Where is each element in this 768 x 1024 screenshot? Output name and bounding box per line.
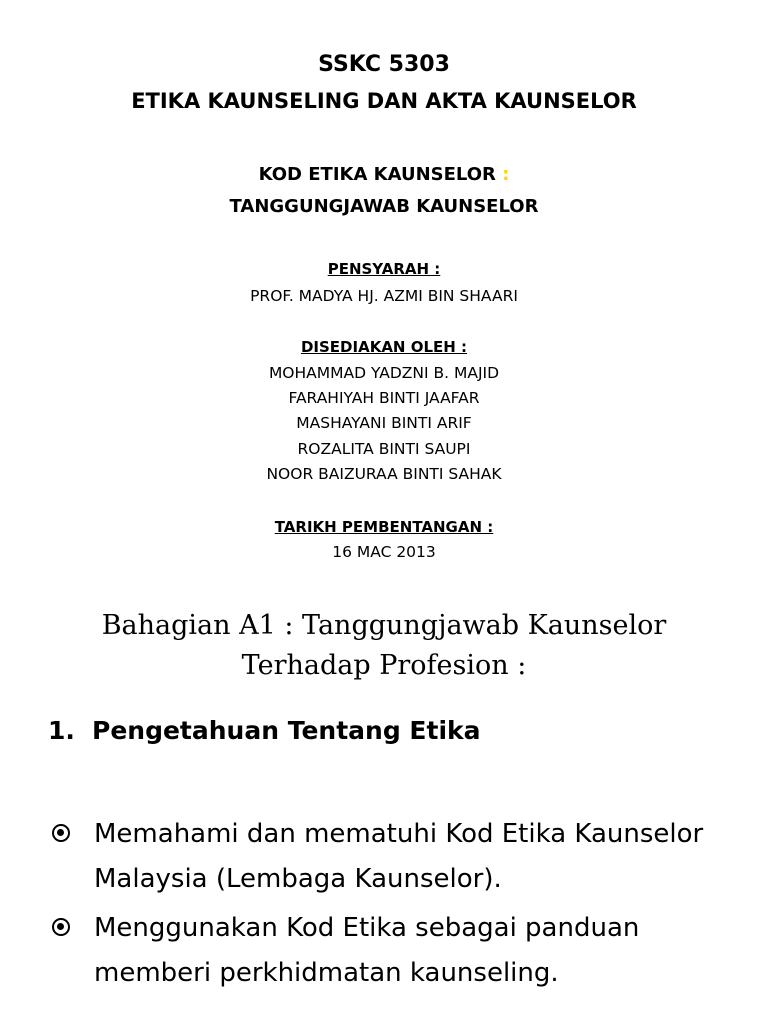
topic-colon: : bbox=[502, 164, 510, 185]
section-heading-line: Bahagian A1 : Tanggungjawab Kaunselor bbox=[101, 610, 667, 641]
item-title: Pengetahuan Tentang Etika bbox=[92, 716, 481, 745]
numbered-heading bbox=[48, 716, 481, 745]
member-name: NOOR BAIZURAA BINTI SAHAK bbox=[266, 465, 502, 483]
member-name: ROZALITA BINTI SAUPI bbox=[297, 440, 471, 458]
item-number: 1. bbox=[48, 716, 75, 745]
bullet-text: Menggunakan Kod Etika sebagai panduan memberi perkhidmatan kaunseling. bbox=[94, 913, 640, 988]
lecturer-label: PENSYARAH : bbox=[327, 260, 441, 278]
lecturer-name: PROF. MADYA HJ. AZMI BIN SHAARI bbox=[250, 287, 518, 305]
date-label: TARIKH PEMBENTANGAN : bbox=[274, 518, 494, 536]
topic-subtitle: TANGGUNGJAWAB KAUNSELOR bbox=[229, 196, 539, 217]
topic-title bbox=[0, 164, 768, 185]
section-heading bbox=[0, 606, 768, 686]
member-name: FARAHIYAH BINTI JAAFAR bbox=[288, 389, 480, 407]
course-code: SSKC 5303 bbox=[318, 52, 450, 77]
date-value: 16 MAC 2013 bbox=[332, 543, 436, 561]
prepared-label: DISEDIAKAN OLEH : bbox=[300, 338, 468, 356]
topic-title-text: KOD ETIKA KAUNSELOR bbox=[258, 164, 496, 185]
bullet-list bbox=[50, 812, 750, 1000]
course-title: ETIKA KAUNSELING DAN AKTA KAUNSELOR bbox=[131, 89, 637, 113]
bullet-text: Memahami dan mematuhi Kod Etika Kaunselor Malaysia (Lembaga Kaunselor). bbox=[94, 819, 704, 894]
list-item bbox=[50, 812, 750, 902]
member-name: MOHAMMAD YADZNI B. MAJID bbox=[268, 364, 500, 382]
section-heading-line: Terhadap Profesion : bbox=[241, 650, 527, 681]
radio-bullet-icon bbox=[52, 918, 70, 936]
radio-bullet-icon bbox=[52, 824, 70, 842]
member-name: MASHAYANI BINTI ARIF bbox=[296, 414, 472, 432]
list-item bbox=[50, 906, 750, 996]
